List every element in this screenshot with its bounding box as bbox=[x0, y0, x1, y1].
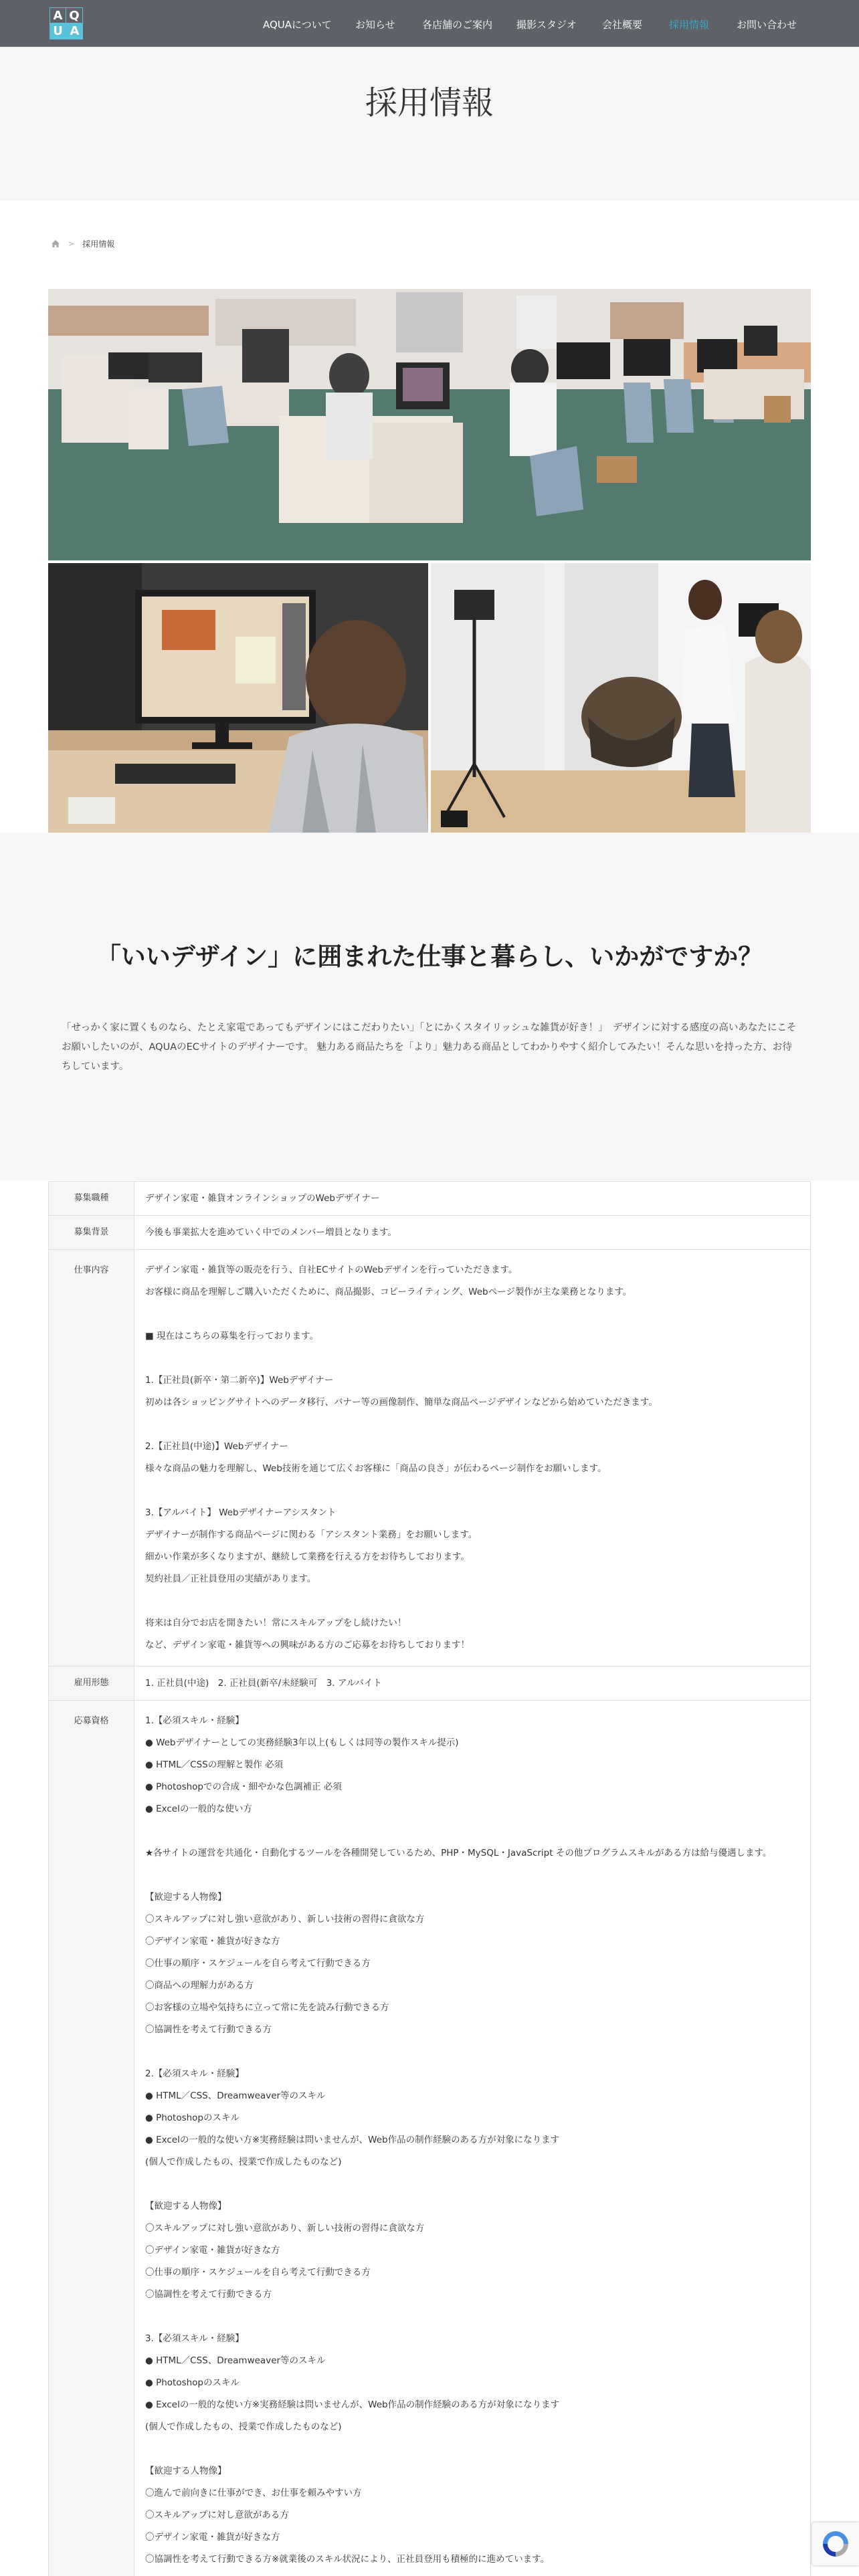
recruit-table bbox=[48, 1181, 811, 2576]
text-line: 〇進んで前向きに仕事ができ、お仕事を頼みやすい方 bbox=[145, 2488, 362, 2498]
text-line bbox=[145, 1414, 799, 1436]
text-line: お客様に商品を理解しご購入いただくために、商品撮影、コピーライティング、Webページ製作が主な業務となります。 bbox=[145, 1287, 632, 1297]
text-line: (個人で作成したもの、授業で作成したものなど) bbox=[145, 2157, 342, 2167]
text-line: 〇お客様の立場や気持ちに立って常に先を読み行動できる方 bbox=[145, 2002, 389, 2013]
logo-letter: A bbox=[66, 23, 83, 39]
text-line: 1.【正社員(新卒・第二新卒)】Webデザイナー bbox=[145, 1375, 334, 1386]
text-line: 〇スキルアップに対し意欲がある方 bbox=[145, 2510, 289, 2520]
text-line: ● Photoshopでの合成・細やかな色調補正 必須 bbox=[145, 1782, 342, 1792]
text-line bbox=[145, 1864, 799, 1887]
nav-news[interactable]: お知らせ bbox=[355, 19, 395, 31]
text-line bbox=[145, 2571, 799, 2576]
text-line: など、デザイン家電・雑貨等への興味がある方のご応募をお待ちしております！ bbox=[145, 1640, 470, 1650]
text-line: 【歓迎する人物像】 bbox=[145, 2201, 227, 2212]
row-label: 応募資格 bbox=[49, 1701, 134, 2576]
logo[interactable] bbox=[50, 7, 83, 39]
text-line: 初めは各ショッピングサイトへのデータ移行、バナー等の画像制作、簡単な商品ページデザインなどから始めていただきます。 bbox=[145, 1397, 658, 1408]
text-line: 細かい作業が多くなりますが、継続して業務を行える方をお待ちしております。 bbox=[145, 1551, 470, 1562]
text-line: 〇仕事の順序・スケジュールを自ら考えて行動できる方 bbox=[145, 1958, 371, 1969]
table-row bbox=[49, 1250, 811, 1667]
breadcrumb-current: 採用情報 bbox=[82, 239, 115, 249]
table-row bbox=[49, 1182, 811, 1216]
nav-contact[interactable]: お問い合わせ bbox=[737, 19, 797, 31]
text-line: 〇協調性を考えて行動できる方※就業後のスキル状況により、正社員登用も積極的に進めています。 bbox=[145, 2554, 550, 2565]
nav-recruit[interactable]: 採用情報 bbox=[669, 19, 710, 31]
breadcrumb bbox=[51, 238, 114, 249]
text-line: 2.【必須スキル・経験】 bbox=[145, 2068, 244, 2079]
nav-company[interactable]: 会社概要 bbox=[602, 19, 643, 31]
designer-monitor-photo bbox=[48, 563, 428, 833]
office-photo bbox=[48, 289, 811, 560]
text-line bbox=[145, 2438, 799, 2460]
text-line: デザイナーが制作する商品ページに関わる「アシスタント業務」をお願いします。 bbox=[145, 1529, 478, 1540]
text-line: 〇協調性を考えて行動できる方 bbox=[145, 2289, 272, 2300]
text-line bbox=[145, 2173, 799, 2195]
text-line: ● Excelの一般的な使い方 bbox=[145, 1804, 252, 1814]
table-row bbox=[49, 1701, 811, 2576]
text-line bbox=[145, 1480, 799, 1502]
nav-about[interactable]: AQUAについて bbox=[263, 19, 332, 31]
chevron-right-icon: > bbox=[68, 239, 75, 248]
text-line: ● HTML／CSS、Dreamweaver等のスキル bbox=[145, 2090, 326, 2101]
nav-shops[interactable]: 各店舗のご案内 bbox=[422, 19, 493, 31]
row-value bbox=[134, 1250, 811, 1667]
recaptcha-badge[interactable] bbox=[812, 2523, 859, 2565]
text-line: 〇デザイン家電・雑貨が好きな方 bbox=[145, 2245, 280, 2256]
text-line bbox=[145, 2041, 799, 2063]
text-line: デザイン家電・雑貨等の販売を行う、自社ECサイトのWebデザインを行っていただきます。 bbox=[145, 1265, 518, 1275]
intro-paragraph: 「せっかく家に置くものなら、たとえ家電であってもデザインにはこだわりたい」「とにかくスタイリッシュな雑貨が好き！」 デザインに対する感度の高いあなたにこそお願いしたいのが、AQUAのECサイトのデザイナーです。 魅力ある商品たちを「より」魅力ある商品としてわかりやすく紹介してみたい！そんな思いを持った方、お待ちしています。 bbox=[62, 1023, 797, 1072]
row-value: 1. 正社員(中途) 2. 正社員(新卒/未経験可 3. アルバイト bbox=[134, 1667, 811, 1701]
text-line: 〇デザイン家電・雑貨が好きな方 bbox=[145, 1936, 280, 1947]
text-line: ● HTML／CSS、Dreamweaver等のスキル bbox=[145, 2355, 326, 2366]
site-header bbox=[0, 0, 859, 47]
logo-letter: Q bbox=[66, 7, 83, 23]
text-line bbox=[145, 1590, 799, 1612]
intro-heading: 「いいデザイン」に囲まれた仕事と暮らし、いかがですか？ bbox=[96, 942, 763, 971]
text-line bbox=[145, 1348, 799, 1370]
row-label: 仕事内容 bbox=[49, 1250, 134, 1667]
text-line bbox=[145, 1303, 799, 1325]
title-band bbox=[0, 47, 859, 201]
row-label: 募集職種 bbox=[49, 1182, 134, 1216]
text-line: ★各サイトの運営を共通化・自動化するツールを各種開発しているため、PHP・MySQL・JavaScript その他プログラムスキルがある方は給与優遇します。 bbox=[145, 1848, 772, 1858]
text-line: 3.【アルバイト】 Webデザイナーアシスタント bbox=[145, 1507, 337, 1518]
text-line: ● Photoshopのスキル bbox=[145, 2113, 240, 2123]
text-line: ● HTML／CSSの理解と製作 必須 bbox=[145, 1759, 283, 1770]
text-line: 【歓迎する人物像】 bbox=[145, 2466, 227, 2476]
text-line: (個人で作成したもの、授業で作成したものなど) bbox=[145, 2422, 342, 2432]
intro-section bbox=[0, 833, 859, 1180]
table-row bbox=[49, 1667, 811, 1701]
row-value bbox=[134, 1701, 811, 2576]
text-line bbox=[145, 1820, 799, 1842]
row-label: 雇用形態 bbox=[49, 1667, 134, 1701]
text-line: 3.【必須スキル・経験】 bbox=[145, 2333, 244, 2344]
logo-letter: A bbox=[50, 7, 66, 23]
text-line: 2.【正社員(中途)】Webデザイナー bbox=[145, 1441, 288, 1452]
row-value: デザイン家電・雑貨オンラインショップのWebデザイナー bbox=[134, 1182, 811, 1216]
text-line: 契約社員／正社員登用の実績があります。 bbox=[145, 1574, 316, 1584]
text-line: 〇商品への理解力がある方 bbox=[145, 1980, 254, 1991]
text-line: ● Excelの一般的な使い方※実務経験は問いませんが、Web作品の制作経験のある方が対象になります bbox=[145, 2399, 560, 2410]
row-value: 今後も事業拡大を進めていく中でのメンバー増員となります。 bbox=[134, 1216, 811, 1250]
text-line: 様々な商品の魅力を理解し、Web技術を通じて広くお客様に「商品の良さ」が伝わるページ制作をお願いします。 bbox=[145, 1463, 607, 1474]
row-label: 募集背景 bbox=[49, 1216, 134, 1250]
nav-studio[interactable]: 撮影スタジオ bbox=[516, 19, 577, 31]
text-line: ● Webデザイナーとしての実務経験3年以上(もしくは同等の製作スキル提示) bbox=[145, 1737, 459, 1748]
page-title: 採用情報 bbox=[365, 84, 494, 122]
text-line: 〇仕事の順序・スケジュールを自ら考えて行動できる方 bbox=[145, 2267, 371, 2278]
text-line: ● Photoshopのスキル bbox=[145, 2377, 240, 2388]
text-line: 【歓迎する人物像】 bbox=[145, 1892, 227, 1903]
recaptcha-icon bbox=[820, 2529, 851, 2559]
text-line: 〇デザイン家電・雑貨が好きな方 bbox=[145, 2532, 280, 2543]
studio-photo bbox=[431, 563, 811, 833]
text-line: 〇スキルアップに対し強い意欲があり、新しい技術の習得に貪欲な方 bbox=[145, 1914, 425, 1925]
text-line: 〇スキルアップに対し強い意欲があり、新しい技術の習得に貪欲な方 bbox=[145, 2223, 425, 2234]
text-line: 1.【必須スキル・経験】 bbox=[145, 1715, 244, 1726]
text-line: ● Excelの一般的な使い方※実務経験は問いませんが、Web作品の制作経験のある方が対象になります bbox=[145, 2135, 560, 2145]
text-line: 〇協調性を考えて行動できる方 bbox=[145, 2024, 272, 2035]
text-line: 将来は自分でお店を開きたい！常にスキルアップをし続けたい！ bbox=[145, 1618, 407, 1628]
home-icon[interactable] bbox=[51, 239, 60, 248]
text-line bbox=[145, 2306, 799, 2328]
text-line: ■ 現在はこちらの募集を行っております。 bbox=[145, 1331, 318, 1341]
logo-letter: U bbox=[50, 23, 66, 39]
table-row bbox=[49, 1216, 811, 1250]
